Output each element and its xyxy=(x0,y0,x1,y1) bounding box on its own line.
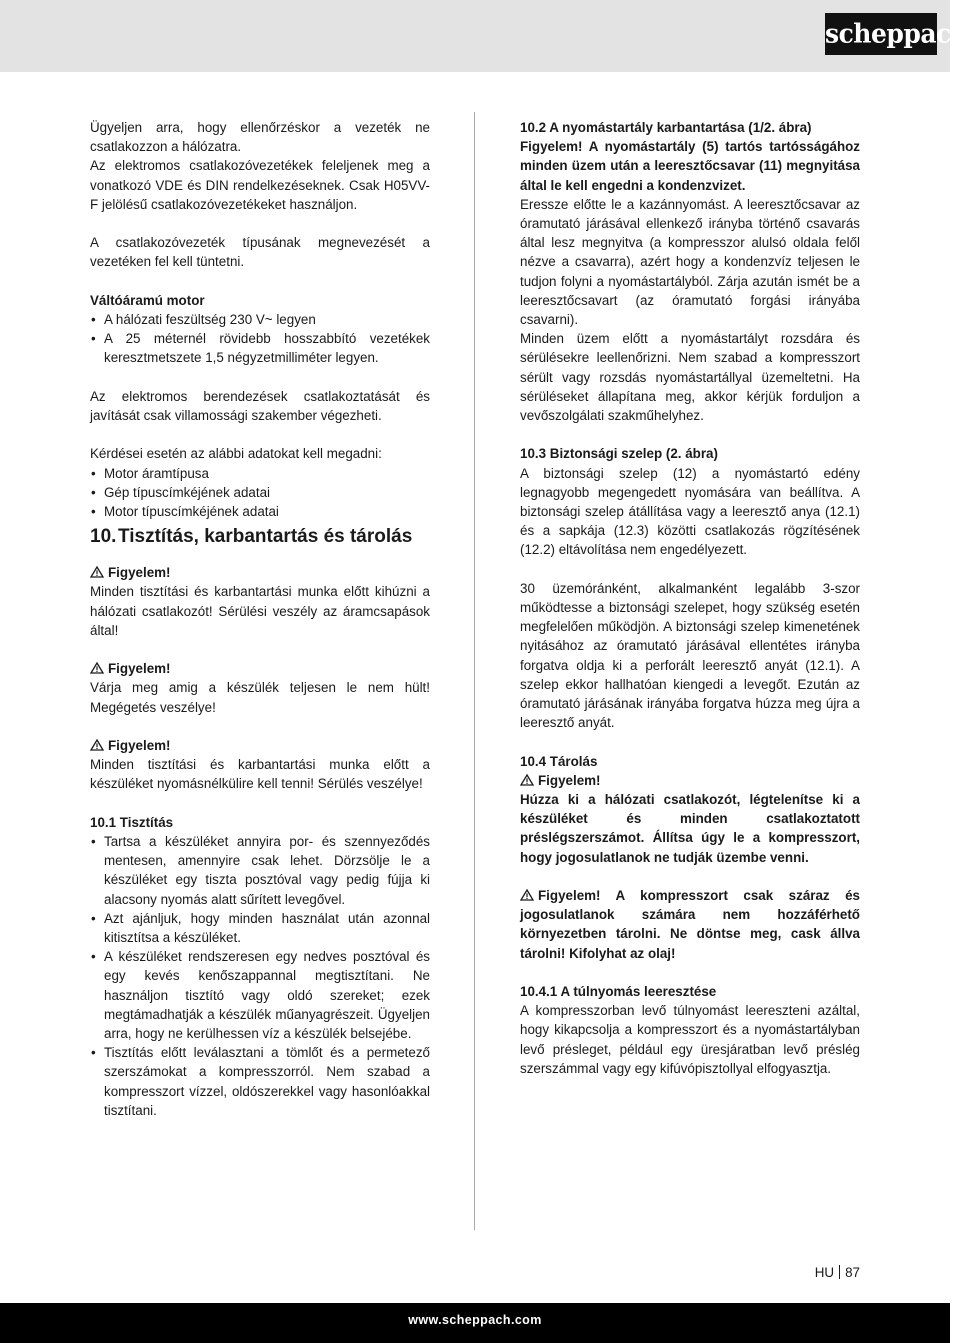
motor-heading: Váltóáramú motor xyxy=(90,292,205,308)
subsection-heading: 10.2 A nyomástartály karbantartása (1/2. ábra) xyxy=(520,120,812,135)
list-item: • A 25 méternél rövidebb hosszabbító vezetékek keresztmetszete 1,5 négyzetmilliméter legyen. xyxy=(90,329,430,367)
left-column xyxy=(90,118,430,1120)
motor-list xyxy=(90,310,430,368)
warning-heading: Figyelem! xyxy=(90,736,430,755)
page-number xyxy=(790,1265,860,1280)
paragraph: A kompresszorban levő túlnyomást leereszteni azáltal, hogy kikapcsolja a kompresszort és a nyomástartályban levő présleget, például egy üresjáratban levő préslég szerszámmal vagy egy kifúvópisztollyal elfogyasztja. xyxy=(520,1003,860,1076)
paragraph: Kérdései esetén az alábbi adatokat kell megadni: xyxy=(90,446,382,462)
paragraph: 30 üzemóránként, alkalmanként legalább 3-szor működtesse a biztonsági szelepet, hogy szükség esetén megfelelően működjön. A biztonsági szelep kimenetének nyitásához az óramutató járásával ellentétes irányba forgatva oldja ki a perforált leeresztő anyát (12.1). A szelep ekkor hallhatóan kiengedi a levegőt. Ezután az óramutató járásának irányába forgatva húzza meg újra a leeresztő anyát. xyxy=(520,580,860,731)
paragraph: Az elektromos csatlakozóvezetékek feleljenek meg a vonatkozó VDE és DIN rendelkezéseknek. Csak H05VV-F jelölésű csatlakozóvezetékeket használjon. xyxy=(90,158,430,212)
cleaning-list xyxy=(90,832,430,1120)
section-heading xyxy=(90,525,430,549)
right-column xyxy=(520,118,860,1078)
list-item: • Motor áramtípusa xyxy=(90,464,430,483)
warning-heading: Figyelem! xyxy=(90,659,430,678)
warning-text: Várja meg amig a készülék teljesen le nem hült! Megégetés veszélye! xyxy=(90,680,430,715)
column-divider xyxy=(474,112,475,1230)
page-separator xyxy=(839,1265,840,1279)
subsection-heading: 10.1 Tisztítás xyxy=(90,814,174,830)
warning-text: Figyelem! A nyomástartály (5) tartós tartósságához minden üzem után a leeresztőcsavar (11) megnyitása által le kell engedni a kondenzvizet. xyxy=(520,139,860,193)
paragraph: Eressze előtte le a kazánnyomást. A leeresztőcsavar az óramutató járásával ellenkező irányba történő csavarás által lesz megnyitva (a kompresszor alulsó oldala felől nézve a csavarra), azért hogy a kondenzvíz teljesen le tudjon folyni a nyomástartályból. Zárja azután ismét be a leeresztőcsavart (az óramutató forgási irányába csavarni). xyxy=(520,196,860,328)
page-index: 87 xyxy=(845,1265,860,1280)
paragraph: A csatlakozóvezeték típusának megnevezését a vezetéken fel kell tüntetni. xyxy=(90,235,430,270)
paragraph: Minden üzem előtt a nyomástartályt rozsdára és sérülésekre leellenőrizni. Nem szabad a kompresszort sérült vagy rozsdás nyomástartállyal üzemeltetni. Ha sérüléseket állapítana meg, akkor kérjük forduljon a vevőszolgálati szakműhelyhez. xyxy=(520,331,860,424)
warning-heading: Figyelem! xyxy=(520,771,860,790)
data-list xyxy=(90,464,430,522)
section-title: Tisztítás, karbantartás és tárolás xyxy=(118,526,413,548)
warning-text: Minden tisztítási és karbantartási munka előtt a készüléket nyomásnélkülire kell tenni! Sérülés veszélye! xyxy=(90,757,430,792)
warning-icon xyxy=(90,739,104,751)
warning-icon xyxy=(90,662,104,674)
list-item: • A készüléket rendszeresen egy nedves posztóval és egy kevés kenőszappannal megtisztítani. Ne használjon tisztító vagy oldó szereket; ezek megtámadhatják a készülék műanyagrészeit. Ügyeljen arra, hogy ne kerülhessen víz a készülék belsejébe. xyxy=(90,947,430,1043)
list-item: • A hálózati feszültség 230 V~ legyen xyxy=(90,310,430,329)
warning-text: Húzza ki a hálózati csatlakozót, légtelenítse ki a készüléket és minden csatlakoztatott préslégszerszámot. Állítsa úgy le a kompresszort, hogy jogosulatlanok ne tudják üzembe venni. xyxy=(520,792,860,865)
list-item: • Tisztítás előtt leválasztani a tömlőt és a permetező szerszámokat a kompresszorról. Nem szabad a kompresszort vízzel, oldószerekkel vagy hasonlóakkal tisztítani. xyxy=(90,1043,430,1120)
header-band xyxy=(0,0,950,72)
brand-logo: scheppach xyxy=(825,13,937,55)
paragraph: Ügyeljen arra, hogy ellenőrzéskor a vezeték ne csatlakozzon a hálózatra. xyxy=(90,120,430,155)
warning-heading: Figyelem! xyxy=(90,563,430,582)
language-code: HU xyxy=(814,1265,835,1280)
list-item: • Tartsa a készüléket annyira por- és szennyeződés mentesen, amennyire csak lehet. Dörzsölje le a készüléket egy tiszta posztóval vagy pedig fújja ki alacsony nyomás alatt sűrített levegővel. xyxy=(90,832,430,909)
warning-icon xyxy=(520,774,534,786)
paragraph: A biztonsági szelep (12) a nyomástartó edény legnagyobb megengedett nyomására van beállítva. A biztonsági szelep átállítása vagy a leeresztő anya (12.1) és a sapkája (12.3) közötti csatlakozás rögzítésének (12.2) eltávolítása nem engedélyezett. xyxy=(520,465,860,558)
footer-url: www.scheppach.com xyxy=(408,1313,542,1327)
warning-text: Minden tisztítási és karbantartási munka előtt kihúzni a hálózati csatlakozót! Sérülési veszély az áramcsapások által! xyxy=(90,584,430,638)
subsection-heading: 10.4 Tárolás xyxy=(520,753,598,769)
warning-icon xyxy=(90,566,104,578)
warning-text: Figyelem! A kompresszort csak száraz és jogosulatlanok számára nem hozzáférhető környezetben tárolni. Ne döntse meg, cask állva tárolni! Kifolyhat az olaj! xyxy=(520,888,860,961)
list-item: • Azt ajánljuk, hogy minden használat után azonnal kitisztítsa a készüléket. xyxy=(90,909,430,947)
subsection-heading: 10.3 Biztonsági szelep (2. ábra) xyxy=(520,446,718,462)
paragraph: Az elektromos berendezések csatlakoztatását és javítását csak villamossági szakember végezheti. xyxy=(90,388,430,423)
warning-icon xyxy=(520,889,534,901)
list-item: • Gép típuscímkéjének adatai xyxy=(90,483,430,502)
subsection-heading: 10.4.1 A túlnyomás leeresztése xyxy=(520,984,717,1000)
list-item: • Motor típuscímkéjének adatai xyxy=(90,502,430,521)
section-number: 10. xyxy=(90,526,117,548)
